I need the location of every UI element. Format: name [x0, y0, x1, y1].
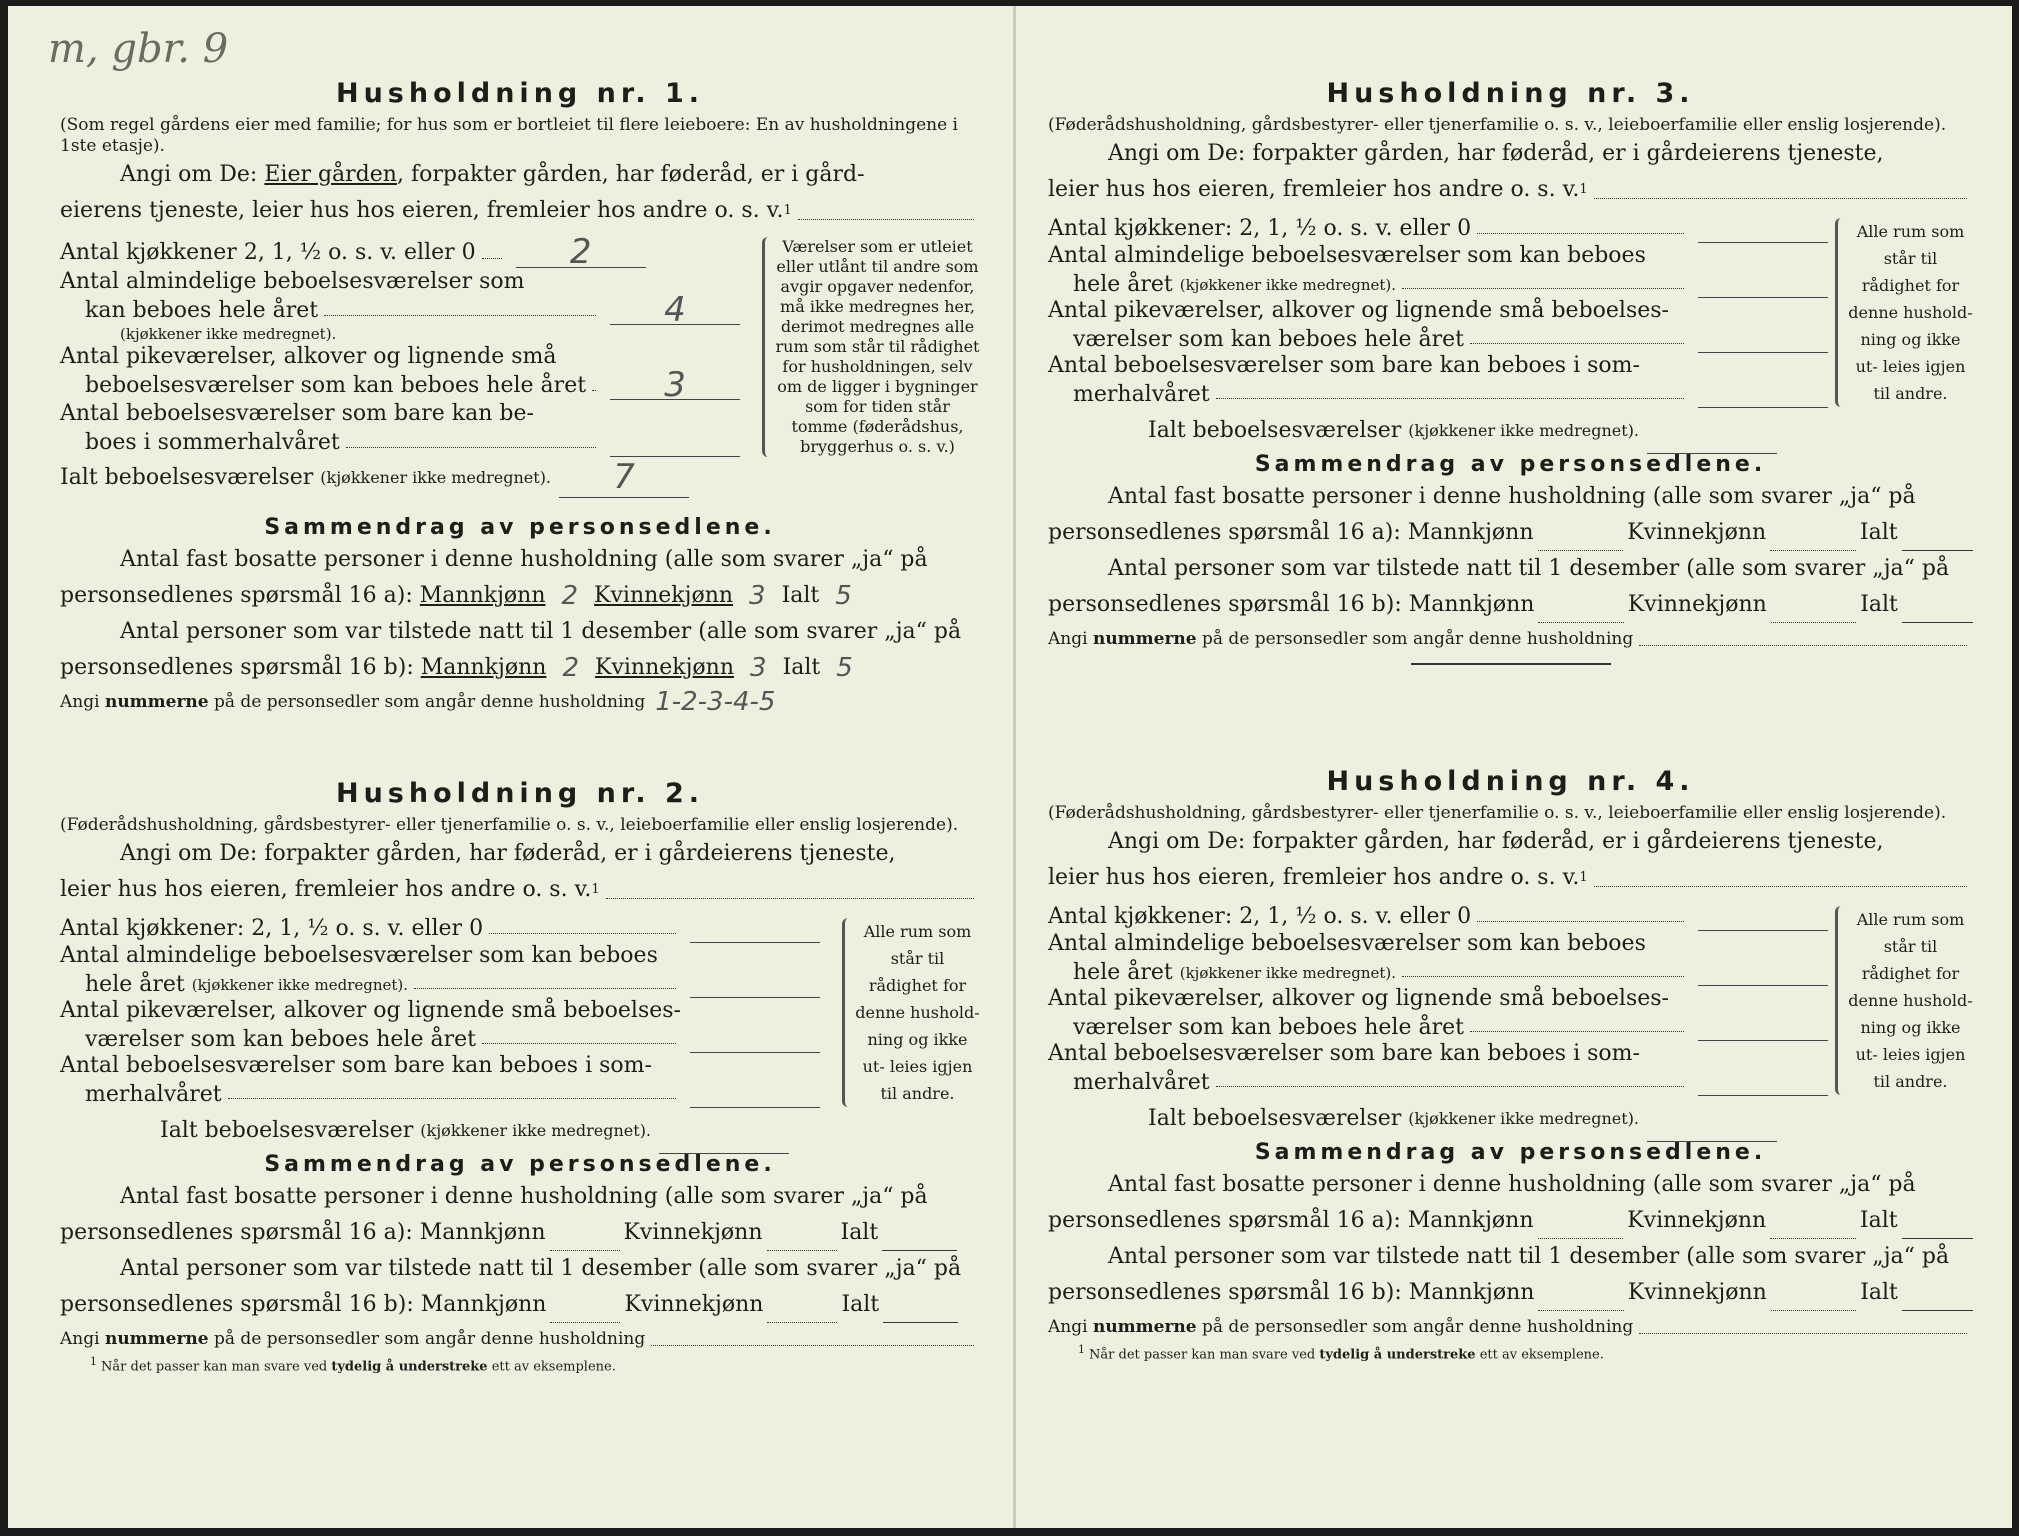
total-rooms-answer: 7: [559, 457, 689, 498]
household-2: [60, 778, 980, 1374]
household-4-question-a: Angi om De: forpakter gården, har føderåd, er i gårdeierens tjeneste,: [1108, 829, 1884, 854]
household-3: [1048, 78, 1973, 673]
household-1-summary-title: Sammendrag av personsedlene.: [264, 515, 776, 540]
household-3-present-row: personsedlenes spørsmål 16 b): Mannkjønn Kvinnekjønn Ialt: [1048, 587, 1973, 623]
household-3-summary-title: Sammendrag av personsedlene.: [1254, 452, 1767, 477]
h4-present-a: Antal personer som var tilstede natt til 1 desember (alle som svarer „ja“ på: [1108, 1244, 1950, 1269]
summer-answer: [610, 428, 740, 457]
household-3-numbers: Angi nummerne på de personsedler som angår denne husholdning: [1048, 623, 1973, 655]
pencil-annotation: m, gbr. 9: [48, 26, 229, 72]
left-footnote: $^1$ Når det passer kan man svare ved tydelig å understreke ett av eksemplene.: [90, 1355, 616, 1375]
household-1-fast-row: personsedlenes spørsmål 16 a): Mannkjønn 2 Kvinnekjønn 3 Ialt 5: [60, 581, 852, 611]
section-divider: [1411, 663, 1611, 665]
household-1: [60, 78, 980, 718]
household-1-question-a: Angi om De: Eier gården, forpakter gården, har føderåd, er i gård-: [120, 162, 865, 187]
rooms-row-b: kan beboes hele året 4: [60, 296, 740, 325]
household-3-side-note: Alle rum som står til rådighet for denne hushold- ning og ikke ut- leies igjen til andre.: [1835, 218, 1973, 407]
right-page: [1048, 6, 1973, 1528]
household-2-numbers: Angi nummerne på de personsedler som angår denne husholdning: [60, 1323, 980, 1355]
pike-row-b: beboelsesværelser som kan beboes hele året 3: [60, 371, 740, 400]
household-2-question-b: leier hus hos eieren, fremleier hos andre o. s. v. 1: [60, 872, 980, 908]
household-3-question-b: leier hus hos eieren, fremleier hos andre o. s. v. 1: [1048, 172, 1973, 208]
household-4-side-note: Alle rum som står til rådighet for denne hushold- ning og ikke ut- leies igjen til andre.: [1835, 906, 1973, 1095]
household-1-question-b: eierens tjeneste, leier hus hos eieren, fremleier hos andre o. s. v. 1: [60, 193, 980, 229]
household-4: [1048, 766, 1973, 1362]
owner-answer: Eier gården: [264, 162, 397, 187]
household-2-side-note: Alle rum som står til rådighet for denne hushold- ning og ikke ut- leies igjen til andre.: [842, 918, 980, 1107]
household-2-title: Husholdning nr. 2.: [335, 778, 705, 809]
household-2-intro: (Føderådshusholdning, gårdsbestyrer- eller tjenerfamilie o. s. v., leieboerfamilie eller enslig losjerende).: [60, 815, 959, 835]
pike-answer: 3: [610, 371, 740, 400]
household-1-side-note: Værelser som er utleiet eller utlånt til andre som avgir opgaver nedenfor, må ikke medregnes her, derimot medregnes alle rum som står til rådighet for husholdningen, selv om de ligger i bygninger som for tiden står tomme (føderådshus, bryggerhus o. s. v.): [762, 237, 980, 457]
rooms-answer: 4: [610, 296, 740, 325]
household-4-fast-row: personsedlenes spørsmål 16 a): Mannkjønn Kvinnekjønn Ialt: [1048, 1203, 1973, 1239]
household-3-counts: Antal kjøkkener: 2, 1, ½ o. s. v. eller 0 Antal almindelige beboelsesværelser som kan beboes hele året (kjøkkener ikke medregnet). Antal pikeværelser, alkover og lignende små beboelses- værelser som kan beboes hele året Antal beboelsesværelser som bare kan beboes i som- merhalvåret Ialt beboelsesværelser (kjøkkener ikke medregnet). Alle rum som står til rådighet for denne hushold- ning og ikke ut- leies igjen til andre.: [1048, 214, 1973, 446]
left-page: [60, 6, 980, 1528]
present-a: Antal personer som var tilstede natt til 1 desember (alle som svarer „ja“ på: [120, 619, 962, 644]
household-3-fast-row: personsedlenes spørsmål 16 a): Mannkjønn Kvinnekjønn Ialt: [1048, 515, 1973, 551]
rooms-row-a: Antal almindelige beboelsesværelser som: [60, 269, 525, 294]
household-4-intro: (Føderådshusholdning, gårdsbestyrer- eller tjenerfamilie o. s. v., leieboerfamilie eller enslig losjerende).: [1048, 803, 1947, 823]
h2-fast-a: Antal fast bosatte personer i denne husholdning (alle som svarer „ja“ på: [120, 1184, 928, 1209]
summer-row-a: Antal beboelsesværelser som bare kan be-: [60, 401, 534, 426]
household-3-intro: (Føderådshusholdning, gårdsbestyrer- eller tjenerfamilie o. s. v., leieboerfamilie eller enslig losjerende).: [1048, 115, 1947, 135]
household-3-title: Husholdning nr. 3.: [1326, 78, 1695, 109]
household-1-counts: [60, 232, 980, 509]
household-2-question-a: Angi om De: forpakter gården, har føderåd, er i gårdeierens tjeneste,: [120, 841, 896, 866]
h2-present-a: Antal personer som var tilstede natt til 1 desember (alle som svarer „ja“ på: [120, 1256, 962, 1281]
kitchens-row: Antal kjøkkener 2, 1, ½ o. s. v. eller 0 2: [60, 237, 740, 268]
census-sheet: [8, 6, 2012, 1528]
summer-row-b: boes i sommerhalvåret: [60, 428, 740, 457]
household-3-question-a: Angi om De: forpakter gården, har føderåd, er i gårdeierens tjeneste,: [1108, 141, 1884, 166]
fast-a: Antal fast bosatte personer i denne husholdning (alle som svarer „ja“ på: [120, 547, 928, 572]
household-1-numbers: Angi nummerne på de personsedler som angår denne husholdning 1-2-3-4-5: [60, 687, 776, 717]
h4-fast-a: Antal fast bosatte personer i denne husholdning (alle som svarer „ja“ på: [1108, 1172, 1916, 1197]
h3-present-a: Antal personer som var tilstede natt til 1 desember (alle som svarer „ja“ på: [1108, 556, 1950, 581]
household-1-present-row: personsedlenes spørsmål 16 b): Mannkjønn 2 Kvinnekjønn 3 Ialt 5: [60, 653, 853, 683]
household-2-present-row: personsedlenes spørsmål 16 b): Mannkjønn Kvinnekjønn Ialt: [60, 1287, 980, 1323]
household-4-title: Husholdning nr. 4.: [1326, 766, 1695, 797]
kitchens-answer: 2: [516, 237, 646, 268]
household-4-present-row: personsedlenes spørsmål 16 b): Mannkjønn Kvinnekjønn Ialt: [1048, 1275, 1973, 1311]
rooms-note: (kjøkkener ikke medregnet).: [120, 325, 337, 343]
household-2-summary-title: Sammendrag av personsedlene.: [264, 1152, 776, 1177]
pike-row-a: Antal pikeværelser, alkover og lignende små: [60, 344, 557, 369]
total-rooms-row: Ialt beboelsesværelser (kjøkkener ikke medregnet). 7: [60, 457, 740, 498]
h3-fast-a: Antal fast bosatte personer i denne husholdning (alle som svarer „ja“ på: [1108, 484, 1916, 509]
household-1-title: Husholdning nr. 1.: [335, 78, 705, 109]
household-4-summary-title: Sammendrag av personsedlene.: [1254, 1140, 1767, 1165]
household-4-numbers: Angi nummerne på de personsedler som angår denne husholdning: [1048, 1311, 1973, 1343]
household-2-counts: Antal kjøkkener: 2, 1, ½ o. s. v. eller 0 Antal almindelige beboelsesværelser som kan beboes hele året (kjøkkener ikke medregnet). Antal pikeværelser, alkover og lignende små beboelses- værelser som kan beboes hele året Antal beboelsesværelser som bare kan beboes i som- merhalvåret Ialt beboelsesværelser (kjøkkener ikke medregnet). Alle rum som står til rådighet for denne hushold- ning og ikke ut- leies igjen til andre.: [60, 914, 980, 1146]
right-footnote: $^1$ Når det passer kan man svare ved tydelig å understreke ett av eksemplene.: [1078, 1343, 1604, 1363]
household-4-counts: Antal kjøkkener: 2, 1, ½ o. s. v. eller 0 Antal almindelige beboelsesværelser som kan beboes hele året (kjøkkener ikke medregnet). Antal pikeværelser, alkover og lignende små beboelses- værelser som kan beboes hele året Antal beboelsesværelser som bare kan beboes i som- merhalvåret Ialt beboelsesværelser (kjøkkener ikke medregnet). Alle rum som står til rådighet for denne hushold- ning og ikke ut- leies igjen til andre.: [1048, 902, 1973, 1134]
household-1-intro: (Som regel gårdens eier med familie; for hus som er bortleiet til flere leieboere: En av husholdningene i 1ste etasje).: [60, 115, 958, 156]
household-2-fast-row: personsedlenes spørsmål 16 a): Mannkjønn Kvinnekjønn Ialt: [60, 1215, 980, 1251]
household-4-question-b: leier hus hos eieren, fremleier hos andre o. s. v. 1: [1048, 860, 1973, 896]
page-fold: [1013, 6, 1016, 1528]
